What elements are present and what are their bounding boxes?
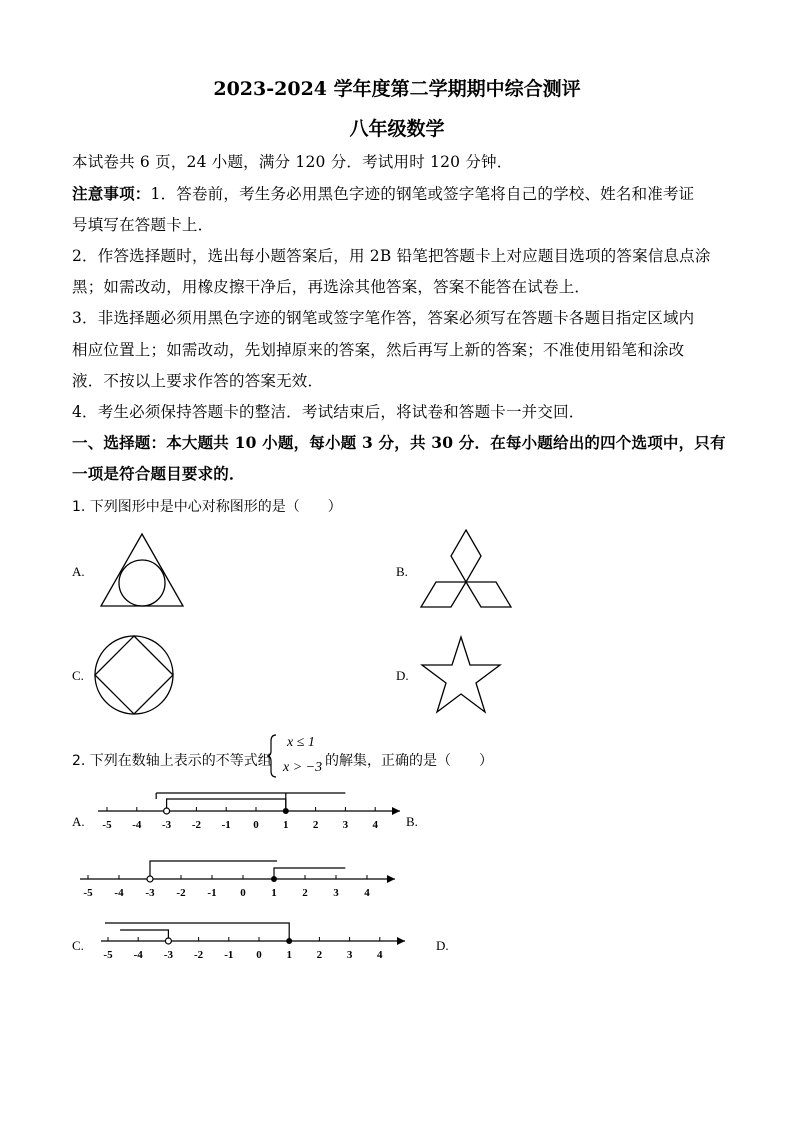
q2-c-bracket-upper: [105, 923, 289, 941]
q2-c-tick-label: -4: [133, 949, 143, 961]
q1-option-c-label: C.: [72, 668, 84, 683]
q2-c-tick-label: 2: [316, 949, 323, 961]
note2-line-b: 黑；如需改动，用橡皮擦干净后，再选涂其他答案，答案不能答在试卷上．: [72, 278, 591, 296]
q2-c-tick-label: 3: [346, 949, 353, 961]
q2-b-bracket-upper: [150, 861, 277, 879]
q2-b-tick-label: -1: [207, 887, 217, 899]
q1-option-b-label: B.: [396, 564, 408, 579]
q2-c-tick-label: -3: [163, 949, 173, 961]
q2-c-open-dot: [165, 938, 171, 944]
q2-b-tick-label: -3: [145, 887, 155, 899]
q2-a-tick-label: 2: [312, 819, 319, 831]
q2-b-solid-dot: [271, 876, 277, 882]
q2-a-axis-arrow: [392, 807, 400, 815]
q2-option-c-label: C.: [72, 938, 84, 953]
q1-text: 1. 下列图形中是中心对称图形的是（ ）: [72, 499, 342, 515]
note2-line-a: 2．作答选择题时，选出每小题答案后，用 2B 铅笔把答题卡上对应题目选项的答案信息点涂: [72, 247, 711, 265]
note3-line-c: 液．不按以上要求作答的答案无效．: [72, 372, 324, 390]
section1-heading-a: 一、选择题：本大题共 10 小题，每小题 3 分，共 30 分．在每小题给出的四个选项中，只有: [72, 433, 726, 452]
q2-b-tick-label: 2: [302, 887, 308, 899]
q2-c-tick-label: -2: [194, 949, 204, 961]
q2-a-tick-label: -3: [162, 819, 172, 831]
q2-b-tick-label: 4: [364, 887, 370, 899]
q2-b-tick-label: 0: [240, 887, 246, 899]
q2-a-tick-label: 1: [283, 819, 289, 831]
q2-a-open-dot: [164, 808, 170, 814]
q2-inequality-2: x > −3: [283, 760, 323, 775]
q2-a-tick-label: -5: [102, 819, 112, 831]
q2-a-solid-dot: [283, 808, 289, 814]
q2-inequality-1: x ≤ 1: [287, 735, 315, 750]
q2-a-tick-label: -1: [221, 819, 231, 831]
note-label: 注意事项：: [72, 184, 151, 203]
note3-line-b: 相应位置上；如需改动，先划掉原来的答案，然后再写上新的答案；不准使用铅笔和涂改: [72, 341, 685, 359]
q2-c-solid-dot: [286, 938, 292, 944]
q2-a-tick-label: -2: [191, 819, 201, 831]
q2-b-tick-label: 1: [271, 887, 277, 899]
intro-line: 本试卷共 6 页，24 小题，满分 120 分．考试用时 120 分钟．: [72, 153, 513, 171]
q2-text-pre: 2. 下列在数轴上表示的不等式组: [72, 753, 272, 769]
note1-line-b: 号填写在答题卡上．: [72, 216, 214, 234]
exam-title: 2023-2024 学年度第二学期期中综合测评: [213, 78, 581, 100]
note3-line-a: 3．非选择题必须用黑色字迹的钢笔或签字笔作答，答案必须写在答题卡各题目指定区域内: [72, 309, 695, 327]
q2-b-tick-label: -2: [176, 887, 186, 899]
q2-c-tick-label: 0: [256, 949, 262, 961]
q2-c-axis-arrow: [397, 937, 405, 945]
exam-subtitle: 八年级数学: [349, 118, 445, 140]
q1-option-a-label: A.: [72, 564, 85, 579]
q1-option-d-label: D.: [396, 668, 409, 683]
note4-line: 4．考生必须保持答题卡的整洁．考试结束后，将试卷和答题卡一并交回．: [72, 403, 585, 421]
q2-a-tick-label: 4: [372, 819, 378, 831]
q2-b-axis-arrow: [387, 875, 395, 883]
q2-b-tick-label: 3: [333, 887, 339, 899]
q2-a-tick-label: 3: [342, 819, 349, 831]
q2-b-bracket-lower: [274, 868, 345, 879]
q2-a-tick-label: -4: [132, 819, 142, 831]
q2-option-b-label: B.: [406, 814, 418, 829]
q2-option-a-label: A.: [72, 814, 85, 829]
q2-c-tick-label: -5: [103, 949, 113, 961]
note1-text: 1．答卷前，考生务必用黑色字迹的钢笔或签字笔将自己的学校、姓名和准考证: [150, 185, 695, 203]
q2-b-open-dot: [147, 876, 153, 882]
q2-c-tick-label: 1: [286, 949, 292, 961]
q2-b-tick-label: -5: [83, 887, 93, 899]
q2-c-bracket-lower: [120, 930, 168, 941]
q2-option-d-label: D.: [436, 938, 449, 953]
section1-heading-b: 一项是符合题目要求的．: [72, 464, 245, 483]
q2-b-tick-label: -4: [114, 887, 124, 899]
q2-a-tick-label: 0: [253, 819, 259, 831]
q2-c-tick-label: -1: [224, 949, 234, 961]
q2-text-post: 的解集，正确的是（ ）: [325, 753, 493, 769]
q2-c-tick-label: 4: [377, 949, 383, 961]
